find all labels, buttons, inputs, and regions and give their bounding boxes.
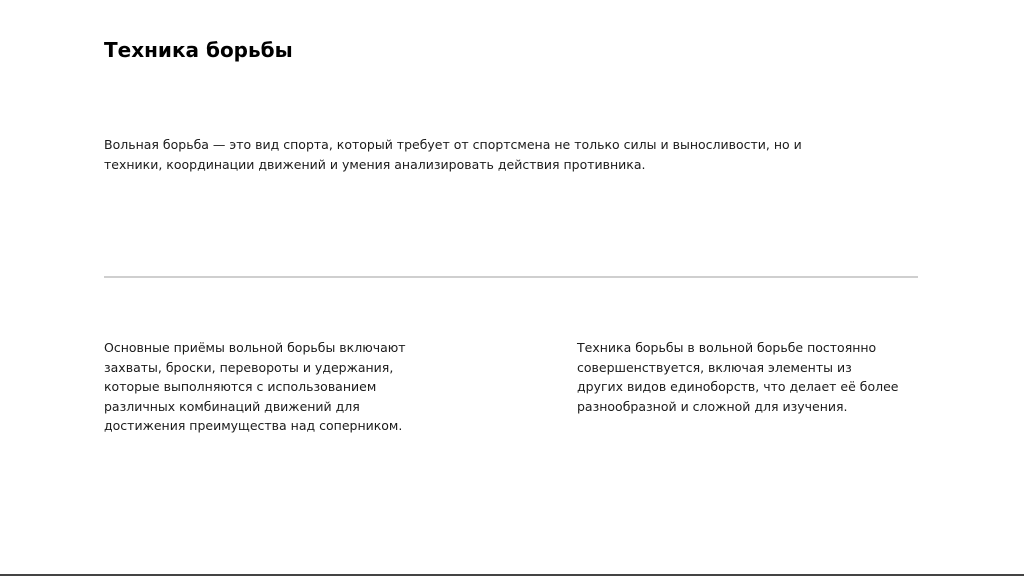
right-column-paragraph: [577, 338, 917, 416]
section-divider: [104, 276, 918, 278]
intro-line: техники, координации движений и умения анализировать действия противника.: [104, 156, 646, 172]
left-column-line: Основные приёмы вольной борьбы включают: [104, 340, 406, 355]
slide-title: Техника борьбы: [104, 38, 293, 62]
right-column-line: совершенствуется, включая элементы из: [577, 359, 852, 375]
left-column-line: различных комбинаций движений для: [104, 398, 360, 414]
right-column-line: разнообразной и сложной для изучения.: [577, 398, 848, 414]
left-column-line: достижения преимущества над соперником.: [104, 418, 403, 433]
intro-line: Вольная борьба — это вид спорта, который требует от спортсмена не только силы и выносливости, но и: [104, 137, 802, 152]
left-column-line: которые выполняются с использованием: [104, 379, 377, 394]
left-column-line: захваты, броски, перевороты и удержания,: [104, 359, 394, 375]
left-column-paragraph: [104, 338, 444, 436]
right-column-line: Техника борьбы в вольной борьбе постоянно: [577, 340, 877, 355]
right-column-line: других видов единоборств, что делает её более: [577, 379, 899, 394]
intro-paragraph: [104, 135, 844, 174]
